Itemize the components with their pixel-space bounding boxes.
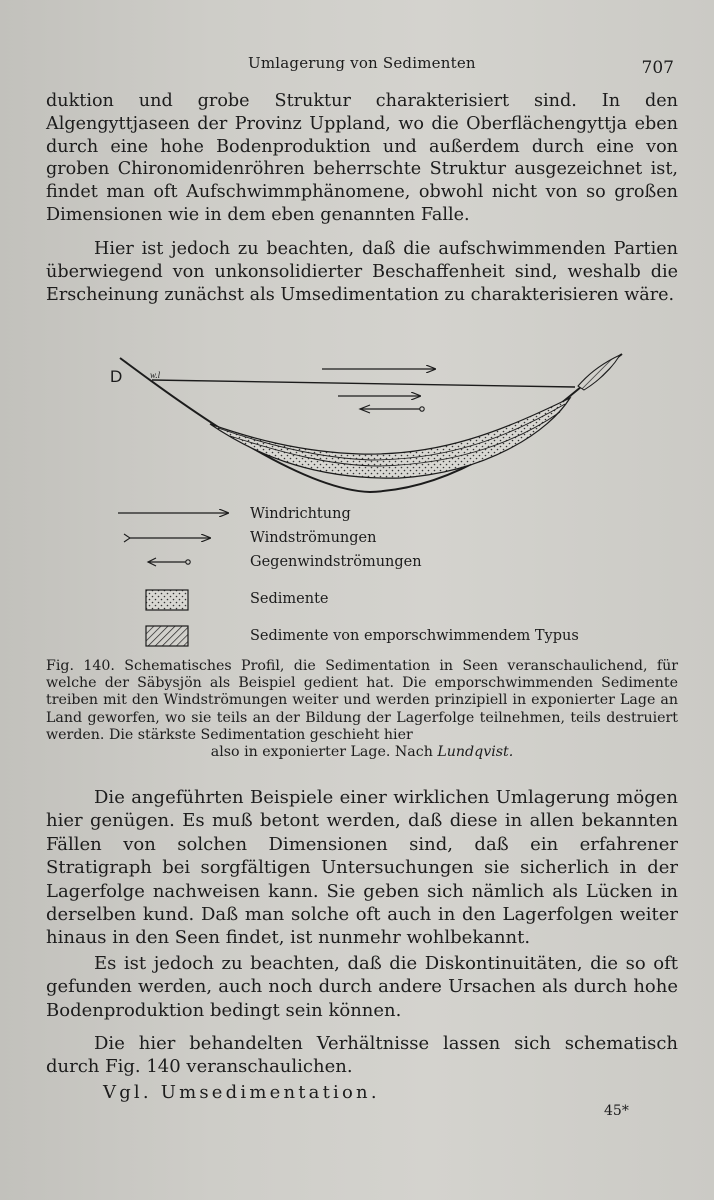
legend-sedimente-swatch — [146, 590, 188, 610]
legend-windstroemungen-tail — [124, 534, 130, 542]
signature-mark: 45* — [604, 1103, 629, 1119]
paragraph-2 — [46, 238, 678, 306]
paragraph-3-text: Die angeführten Beispiele einer wirklichen Umlagerung mögen hier genügen. Es muß betont werden, daß diese in allen bekannten Fällen von solchen Dimensionen sind, daß ein erfahrener Stratigraph bei sorgfältigen Untersuchungen sie sicherlich in der Lagerfolge nachweisen kann. Sie geben sich nämlich als Lücken in derselben kund. Daß man solche oft auch in den Lagerfolgen weiter hinaus in den Seen findet, ist nunmehr wohlbekannt. — [46, 787, 678, 949]
paragraph-1 — [46, 90, 678, 227]
label-d: D — [110, 367, 123, 386]
legend-sedimente-typus-swatch — [146, 626, 188, 646]
caption-author: Lundqvist. — [437, 744, 514, 761]
paragraph-5 — [46, 1032, 678, 1079]
legend-windrichtung: Windrichtung — [250, 506, 351, 522]
floating-sediment-patch — [578, 355, 620, 390]
legend-windstroemungen: Windströmungen — [250, 530, 377, 546]
legend-sedimente: Sedimente — [250, 591, 329, 607]
paragraph-3 — [46, 786, 678, 950]
sediment-body — [210, 398, 570, 478]
figure-caption — [46, 658, 678, 761]
caption-last-prefix: also in exponierter Lage. Nach — [210, 744, 438, 761]
caption-last-line — [46, 744, 678, 761]
figure-140 — [100, 340, 640, 650]
running-title: Umlagerung von Sedimenten — [248, 54, 476, 72]
paragraph-4-text: Es ist jedoch zu beachten, daß die Diskontinuitäten, die so oft gefunden werden, auch noch durch andere Ursachen als durch hohe Bodenproduktion bedingt sein können. — [46, 953, 678, 1021]
page-number: 707 — [641, 58, 674, 78]
paragraph-5-text: Die hier behandelten Verhältnisse lassen sich schematisch durch Fig. 140 veranschaulichen. — [46, 1033, 678, 1078]
paragraph-1-text: duktion und grobe Struktur charakterisiert sind. In den Algengyttjaseen der Provinz Uppland, wo die Oberflächengyttja eben durch eine hohe Bodenproduktion und außerdem durch eine von groben Chironomidenröhren beherrschte Struktur ausgezeichnet ist, findet man oft Aufschwimmphänomene, obwohl nicht von so großen Dimensionen wie in dem eben genannten Falle. — [46, 91, 678, 225]
paragraph-2-text: Hier ist jedoch zu beachten, daß die aufschwimmenden Partien überwiegend von unkonsolidierter Beschaffenheit sind, weshalb die Erscheinung zunächst als Umsedimentation zu charakterisieren wäre. — [46, 239, 678, 305]
legend-sedimente-typus: Sedimente von emporschwimmendem Typus — [250, 628, 579, 644]
legend-gegenwind-tail — [186, 560, 190, 564]
label-wl: w.l — [150, 370, 161, 380]
caption-main: Fig. 140. Schematisches Profil, die Sedimentation in Seen veranschaulichend, für welche der Säbysjön als Beispiel gedient hat. Die emporschwimmenden Sedimente treiben mit den Windströmungen weiter und werden prinzipiell in exponierter Lage an Land geworfen, wo sie teils an der Bildung der Lagerfolge teilnehmen, teils destruiert werden. Die stärkste Sedimentation geschieht hier — [46, 658, 678, 743]
page-header — [48, 54, 678, 78]
paragraph-4 — [46, 952, 678, 1022]
cross-reference: Vgl. Umsedimentation. — [103, 1082, 380, 1103]
legend-gegenwind: Gegenwindströmungen — [250, 554, 422, 570]
counter-current-tail — [420, 407, 424, 411]
water-level-line — [152, 380, 575, 387]
lake-profile-diagram — [100, 340, 640, 650]
